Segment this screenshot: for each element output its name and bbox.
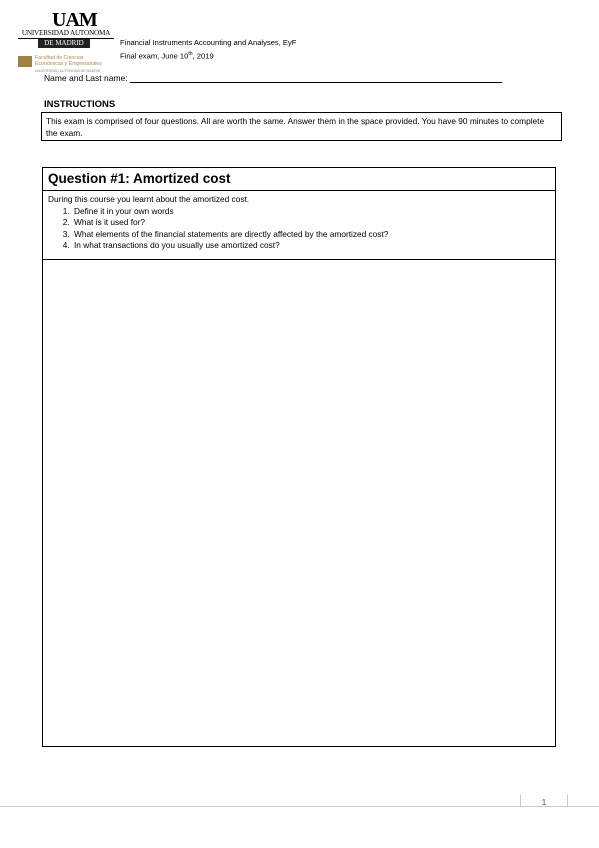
footer-divider (0, 806, 520, 807)
exam-date (120, 49, 214, 62)
logo-university-name: UNIVERSIDAD AUTONOMA (18, 29, 114, 39)
logo-faculty-sub: UNIVERSIDAD AUTONOMA DE MADRID (35, 69, 101, 73)
exam-date-prefix: Final exam, June 10 (120, 51, 189, 61)
instructions-heading: INSTRUCTIONS (44, 99, 116, 110)
question-item: 3. What elements of the financial statements are directly affected by the amortized cost? (72, 229, 550, 241)
exam-date-suffix: , 2019 (192, 51, 214, 61)
question-prompt (43, 191, 555, 260)
name-input-line[interactable] (130, 73, 502, 83)
page-number: 1 (520, 795, 568, 807)
question-item: 1. Define it in your own words (72, 206, 550, 218)
university-logo (18, 9, 118, 73)
question-title: Question #1: Amortized cost (43, 168, 555, 191)
name-label: Name and Last name: (44, 73, 128, 83)
instructions-box: This exam is comprised of four questions. All are worth the same. Answer them in the space provided. You have 90 minutes to complete the exam. (41, 112, 562, 141)
logo-faculty-name: Facultad de Ciencias Económicas y Empresariales (35, 55, 102, 67)
exam-date-sup: th (188, 51, 193, 57)
logo-city: DE MADRID (38, 39, 90, 48)
course-title: Financial Instruments Accounting and Analyses, EyF (120, 38, 297, 47)
footer-divider-right (568, 806, 599, 807)
name-field (44, 73, 502, 83)
question-intro: During this course you learnt about the amortized cost. (48, 194, 250, 204)
logo-letters: UAM (52, 9, 97, 31)
question-items (48, 206, 550, 252)
faculty-mark-icon (18, 56, 32, 67)
answer-area[interactable] (43, 260, 555, 746)
question-item: 4. In what transactions do you usually use amortized cost? (72, 240, 550, 252)
question-1-box (42, 167, 556, 747)
question-item: 2. What is it used for? (72, 217, 550, 229)
